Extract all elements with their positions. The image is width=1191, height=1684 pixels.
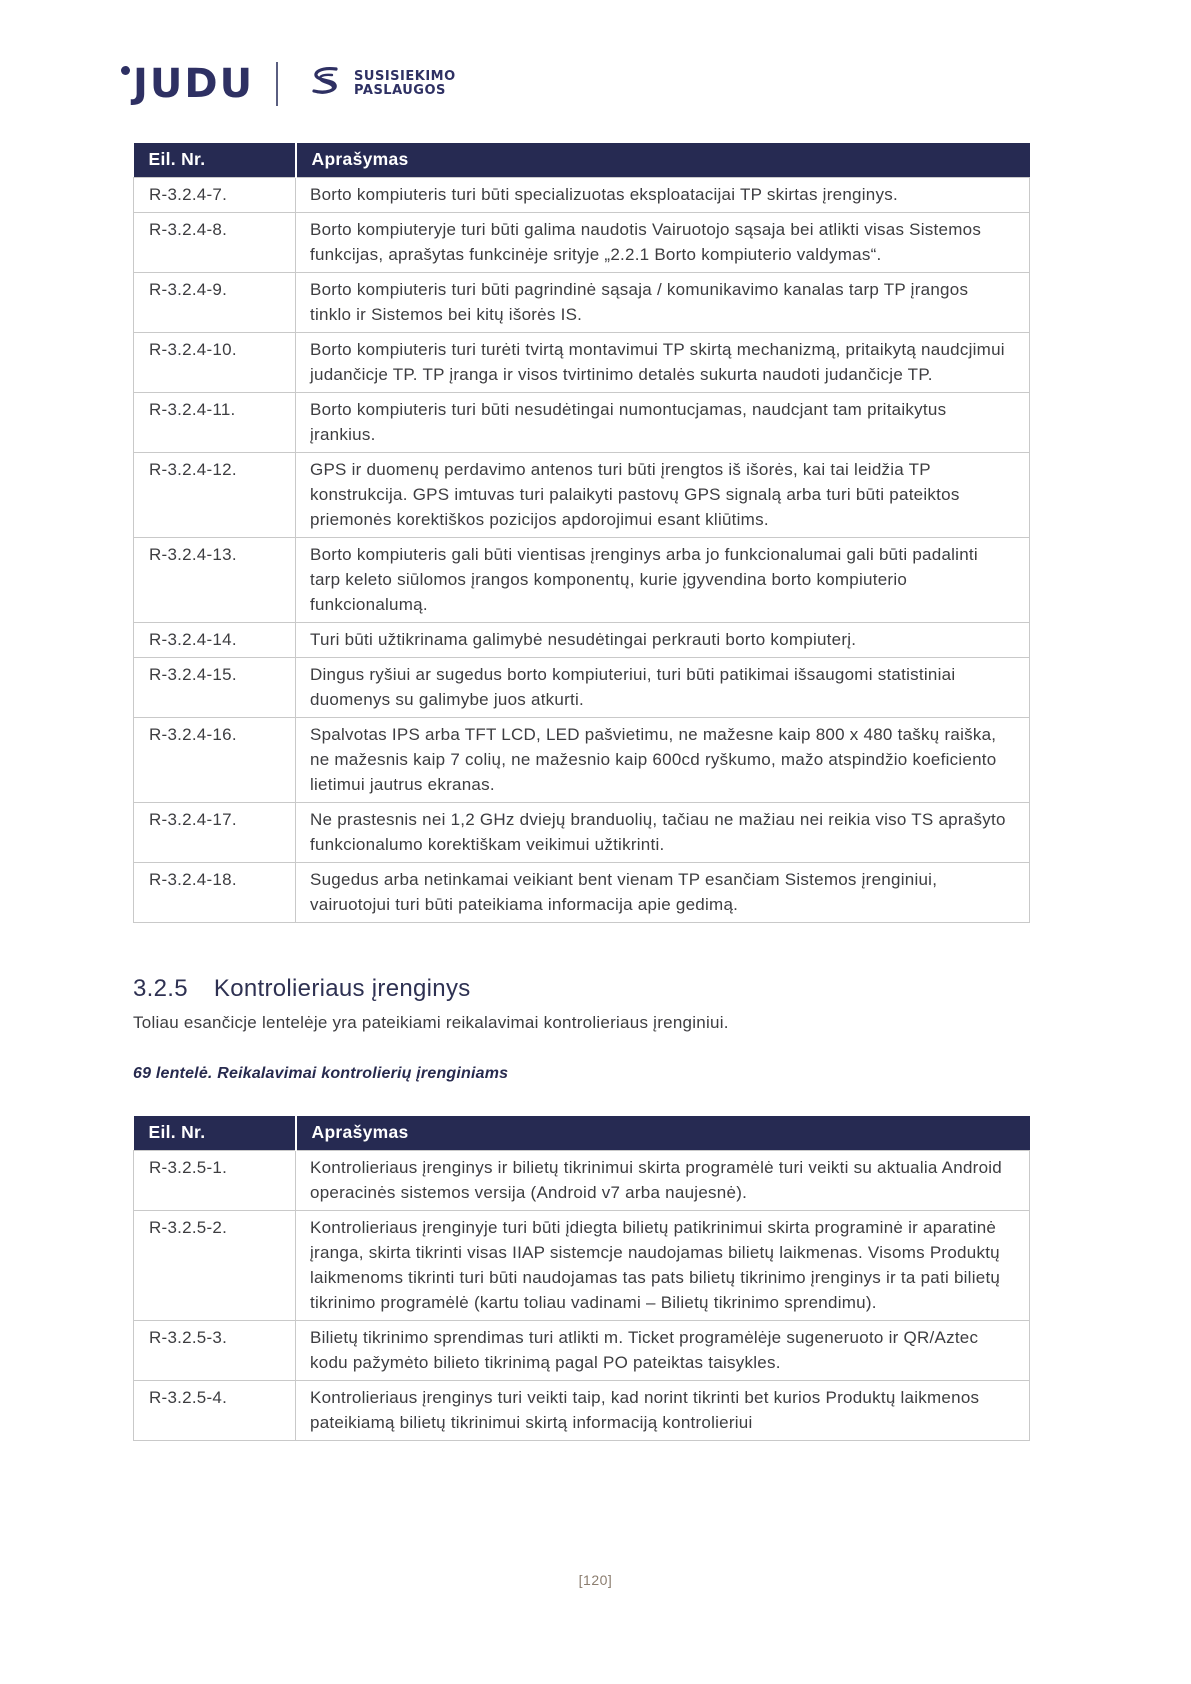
req-text: GPS ir duomenų perdavimo antenos turi būti įrengtos iš išorės, kai tai leidžia TP konstrukcija. GPS imtuvas turi palaikyti pastovų GPS signalą arba turi būti pateiktos priemonės korektiškos pozicijos apdorojimui esant kliūtims. — [296, 453, 1030, 538]
req-text: Bilietų tikrinimo sprendimas turi atlikti m. Ticket programėlėje sugeneruoto ir QR/Aztec kodu pažymėto bilieto tikrinimą pagal PO pateiktas taisykles. — [296, 1321, 1030, 1381]
table-row — [134, 273, 1030, 333]
req-text: Borto kompiuteris turi būti specializuotas eksploatacijai TP skirtas įrenginys. — [296, 178, 1030, 213]
table-row — [134, 1321, 1030, 1381]
req-id: R-3.2.5-4. — [134, 1381, 296, 1441]
table-row — [134, 453, 1030, 538]
req-id: R-3.2.4-16. — [134, 718, 296, 803]
judu-logo — [133, 61, 255, 107]
req-id: R-3.2.4-12. — [134, 453, 296, 538]
table-row — [134, 213, 1030, 273]
req-id: R-3.2.4-13. — [134, 538, 296, 623]
req-text: Kontrolieriaus įrenginys turi veikti taip, kad norint tikrinti bet kurios Produktų laikmenos pateikiamą bilietų tikrinimui skirtą informaciją kontrolieriui — [296, 1381, 1030, 1441]
req-id: R-3.2.4-7. — [134, 178, 296, 213]
req-text: Borto kompiuteris gali būti vientisas įrenginys arba jo funkcionalumai gali būti padalinti tarp keleto siūlomos įrangos komponentų, kurie įgyvendina borto kompiuterio funkcionalumą. — [296, 538, 1030, 623]
req-id: R-3.2.5-3. — [134, 1321, 296, 1381]
table-header-row — [134, 1116, 1030, 1151]
column-header-eil-nr: Eil. Nr. — [134, 1116, 296, 1151]
table-row — [134, 863, 1030, 923]
column-header-aprasymas: Aprašymas — [296, 1116, 1030, 1151]
req-id: R-3.2.4-11. — [134, 393, 296, 453]
section-intro: Toliau esančicje lentelėje yra pateikiami reikalavimai kontrolieriaus įrenginiui. — [133, 1013, 729, 1032]
req-id: R-3.2.4-8. — [134, 213, 296, 273]
sp-wordmark — [354, 70, 456, 97]
page-footer — [0, 1572, 1191, 1588]
table-row — [134, 1381, 1030, 1441]
logo-divider — [276, 62, 278, 106]
req-id: R-3.2.4-10. — [134, 333, 296, 393]
column-header-eil-nr: Eil. Nr. — [134, 143, 296, 178]
table-row — [134, 538, 1030, 623]
table-row — [134, 393, 1030, 453]
sp-wordmark-line1: SUSISIEKIMO — [354, 69, 456, 85]
judu-logo-dot-icon — [121, 66, 130, 75]
req-text: Ne prastesnis nei 1,2 GHz dviejų branduolių, tačiau ne mažiau nei reikia viso TS aprašyto funkcionalumo korektiškam veikimui užtikrinti. — [296, 803, 1030, 863]
section-heading — [133, 975, 1191, 1003]
table-caption: 69 lentelė. Reikalavimai kontrolierių įrenginiams — [133, 1065, 509, 1082]
page-number: [120] — [578, 1572, 613, 1588]
brand-header — [133, 58, 1191, 110]
table-row — [134, 803, 1030, 863]
req-text: Kontrolieriaus įrenginys ir bilietų tikrinimui skirta programėlė turi veikti su aktualia Android operacinės sistemos versija (Android v7 arba naujesnė). — [296, 1151, 1030, 1211]
req-text: Kontrolieriaus įrenginyje turi būti įdiegta bilietų patikrinimui skirta programinė ir aparatinė įranga, skirta tikrinti visas IIAP sistemcje naudojamas bilietų laikmenas. Visoms Produktų laikmenoms tikrinti turi būti naudojamas tas pats bilietų tikrinimo įrenginys ir ta pati bilietų tikrinimo programėlė (kartu toliau vadinami – Bilietų tikrinimo sprendimu). — [296, 1211, 1030, 1321]
sp-wordmark-line2: PASLAUGOS — [354, 83, 446, 98]
req-id: R-3.2.4-18. — [134, 863, 296, 923]
section-number: 3.2.5 — [133, 975, 188, 1002]
req-id: R-3.2.4-9. — [134, 273, 296, 333]
table-row — [134, 1211, 1030, 1321]
req-id: R-3.2.4-15. — [134, 658, 296, 718]
section-title: Kontrolieriaus įrenginys — [213, 975, 471, 1002]
req-id: R-3.2.5-2. — [134, 1211, 296, 1321]
table-row — [134, 333, 1030, 393]
susisiekimo-paslaugos-logo — [300, 61, 456, 107]
requirements-table-3-2-5 — [133, 1116, 1030, 1441]
sp-swirl-icon — [300, 61, 346, 107]
table-row — [134, 658, 1030, 718]
req-text: Turi būti užtikrinama galimybė nesudėtingai perkrauti borto kompiuterį. — [296, 623, 1030, 658]
table-header-row — [134, 143, 1030, 178]
req-text: Spalvotas IPS arba TFT LCD, LED pašvietimu, ne mažesne kaip 800 x 480 taškų raiška, ne mažesnis kaip 7 colių, ne mažesnio kaip 600cd ryškumo, mažo atspindžio koeficiento lietimui jautrus ekranas. — [296, 718, 1030, 803]
req-text: Borto kompiuteris turi būti nesudėtingai numontucjamas, naudcjant tam pritaikytus įrankius. — [296, 393, 1030, 453]
req-text: Borto kompiuteris turi turėti tvirtą montavimui TP skirtą mechanizmą, pritaikytą naudcjimui judančicje TP. TP įranga ir visos tvirtinimo detalės sukurta naudoti judančicje TP. — [296, 333, 1030, 393]
requirements-table-3-2-4 — [133, 143, 1030, 923]
column-header-aprasymas: Aprašymas — [296, 143, 1030, 178]
req-id: R-3.2.4-17. — [134, 803, 296, 863]
req-text: Borto kompiuteris turi būti pagrindinė sąsaja / komunikavimo kanalas tarp TP įrangos tinklo ir Sistemos bei kitų išorės IS. — [296, 273, 1030, 333]
judu-wordmark: JUDU — [133, 61, 255, 107]
req-text: Dingus ryšiui ar sugedus borto kompiuteriui, turi būti patikimai išsaugomi statistiniai duomenys su galimybe juos atkurti. — [296, 658, 1030, 718]
table-row — [134, 623, 1030, 658]
table-row — [134, 718, 1030, 803]
req-text: Sugedus arba netinkamai veikiant bent vienam TP esančiam Sistemos įrenginiui, vairuotojui turi būti pateikiama informacija apie gedimą. — [296, 863, 1030, 923]
table-row — [134, 1151, 1030, 1211]
req-id: R-3.2.4-14. — [134, 623, 296, 658]
req-text: Borto kompiuteryje turi būti galima naudotis Vairuotojo sąsaja bei atlikti visas Sistemos funkcijas, aprašytas funkcinėje srityje „2.2.1 Borto kompiuterio valdymas“. — [296, 213, 1030, 273]
req-id: R-3.2.5-1. — [134, 1151, 296, 1211]
table-row — [134, 178, 1030, 213]
